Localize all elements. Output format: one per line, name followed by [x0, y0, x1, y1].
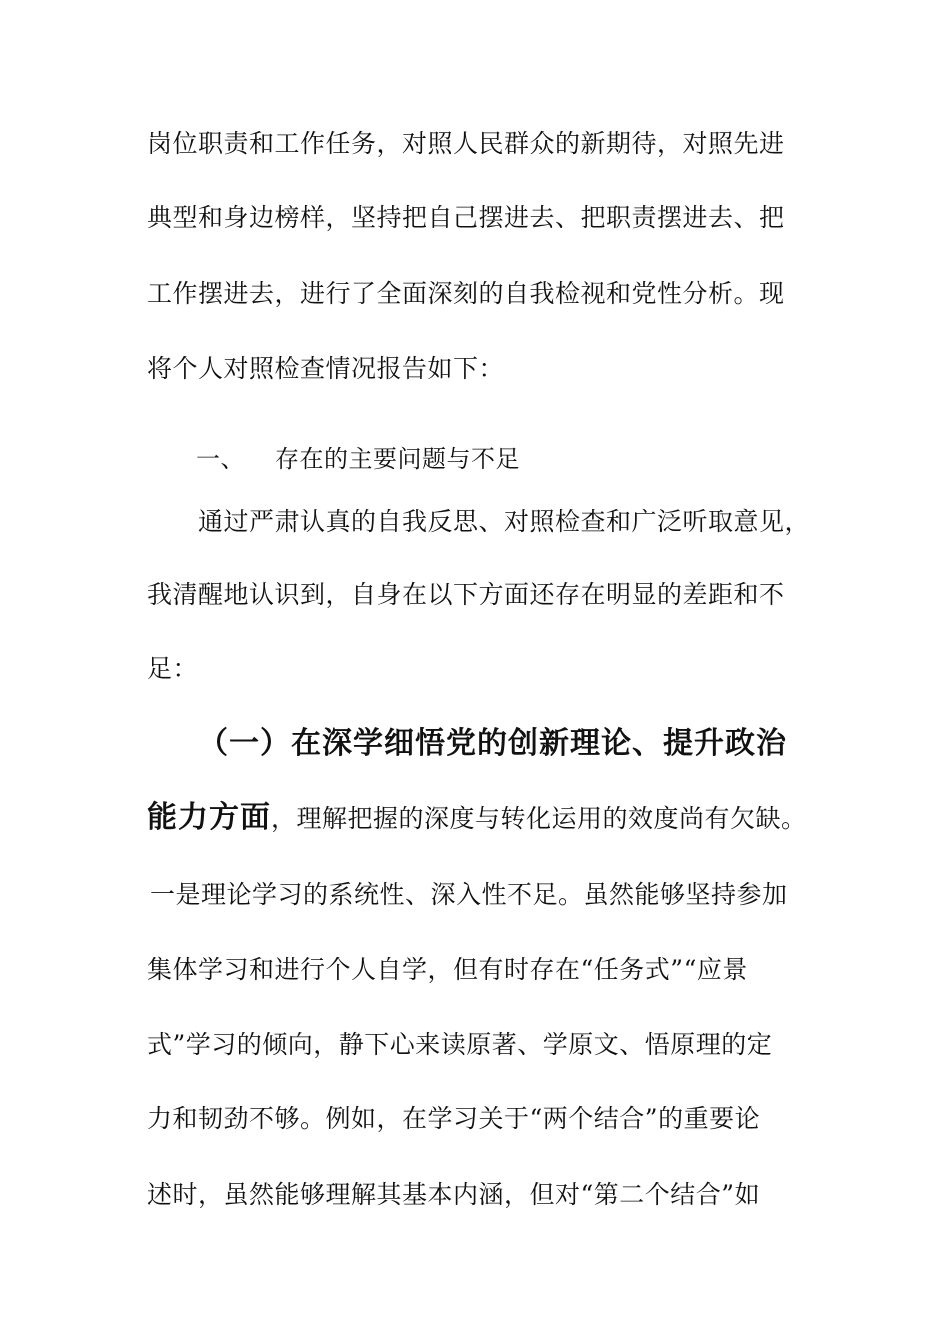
section-title: 存在的主要问题与不足	[275, 445, 520, 473]
subsection-title-bold: 能力方面	[147, 800, 271, 835]
subsection-title-line-1: （一）在深学细悟党的创新理论、提升政治	[198, 726, 787, 761]
paragraph-three-line-5: 述时，虽然能够理解其基本内涵，但对“第二个结合”如	[147, 1180, 761, 1209]
intro-line-1: 岗位职责和工作任务，对照人民群众的新期待，对照先进	[147, 129, 785, 158]
subsection-title-rest: ，理解把握的深度与转化运用的效度尚有欠缺。	[271, 804, 807, 833]
intro-line-2: 典型和身边榜样，坚持把自己摆进去、把职责摆进去、把	[147, 203, 785, 232]
paragraph-three-line-2: 集体学习和进行个人自学，但有时存在“任务式”“应景	[147, 955, 748, 984]
paragraph-three-line-3: 式”学习的倾向，静下心来读原著、学原文、悟原理的定	[147, 1030, 773, 1059]
paragraph-two-line-1: 通过严肃认真的自我反思、对照检查和广泛听取意见，	[198, 507, 811, 536]
intro-line-3: 工作摆进去，进行了全面深刻的自我检视和党性分析。现	[147, 279, 785, 308]
intro-line-4: 将个人对照检查情况报告如下：	[147, 354, 505, 383]
subsection-title-line-2	[147, 801, 807, 836]
paragraph-three-line-1: 一是理论学习的系统性、深入性不足。虽然能够坚持参加	[150, 880, 788, 909]
section-number: 一、	[196, 445, 245, 473]
paragraph-two-line-3: 足：	[147, 654, 199, 683]
section-heading-one	[196, 442, 856, 476]
paragraph-three-line-4: 力和韧劲不够。例如，在学习关于“两个结合”的重要论	[147, 1104, 761, 1133]
paragraph-two-line-2: 我清醒地认识到，自身在以下方面还存在明显的差距和不	[147, 580, 785, 609]
